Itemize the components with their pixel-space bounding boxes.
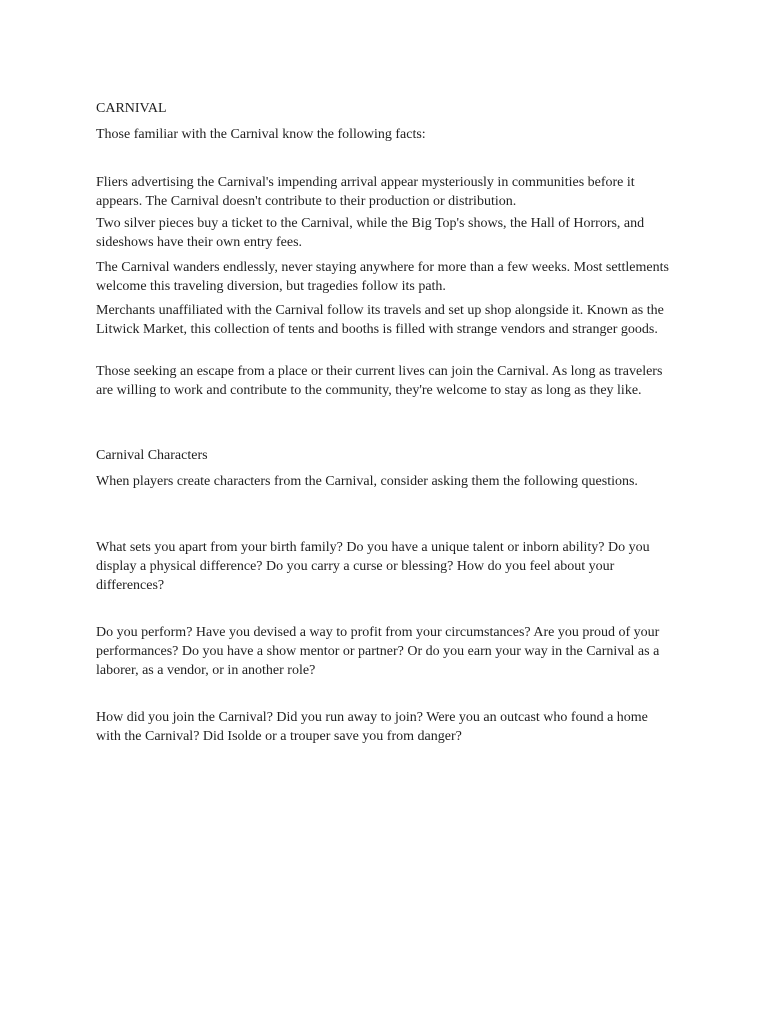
fact-paragraph: Those seeking an escape from a place or their current lives can join the Carnival. As long as travelers are willing to work and contribute to the community, they're welcome to stay as long as they like. [96, 364, 663, 398]
section-intro-text: When players create characters from the Carnival, consider asking them the following questions. [96, 474, 638, 489]
fact-paragraph: The Carnival wanders endlessly, never staying anywhere for more than a few weeks. Most settlements welcome this traveling diversion, but tragedies follow its path. [96, 260, 669, 294]
fact-paragraph: Fliers advertising the Carnival's impending arrival appear mysteriously in communities before it appears. The Carnival doesn't contribute to their production or distribution. [96, 175, 635, 209]
intro-text: Those familiar with the Carnival know the following facts: [96, 127, 426, 142]
question-paragraph: What sets you apart from your birth family? Do you have a unique talent or inborn ability? Do you display a physical difference? Do you carry a curse or blessing? How do you feel about your differences? [96, 540, 650, 593]
page-heading: CARNIVAL [96, 101, 167, 116]
section-subheading: Carnival Characters [96, 448, 208, 463]
question-paragraph: How did you join the Carnival? Did you run away to join? Were you an outcast who found a home with the Carnival? Did Isolde or a trouper save you from danger? [96, 710, 648, 744]
fact-paragraph: Merchants unaffiliated with the Carnival follow its travels and set up shop alongside it. Known as the Litwick Market, this collection of tents and booths is filled with strange vendors and stranger goods. [96, 303, 664, 337]
question-paragraph: Do you perform? Have you devised a way to profit from your circumstances? Are you proud of your performances? Do you have a show mentor or partner? Or do you earn your way in the Carnival as a laborer, as a vendor, or in another role? [96, 625, 660, 678]
fact-paragraph: Two silver pieces buy a ticket to the Carnival, while the Big Top's shows, the Hall of Horrors, and sideshows have their own entry fees. [96, 216, 645, 250]
